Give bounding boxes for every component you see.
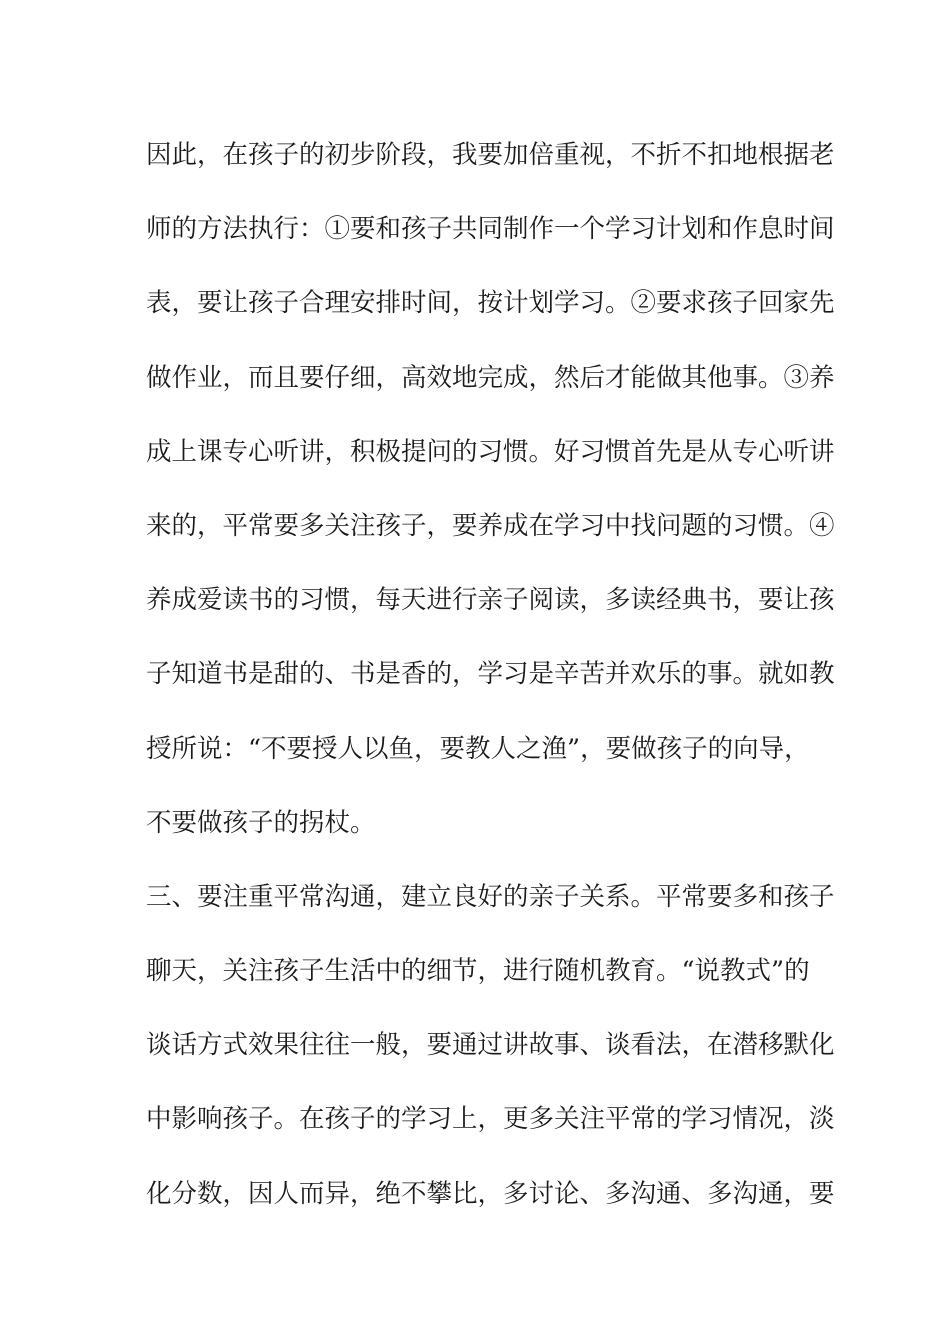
- text-line: 养成爱读书的习惯，每天进行亲子阅读，多读经典书，要让孩: [146, 585, 835, 616]
- text-line: 师的方法执行：①要和孩子共同制作一个学习计划和作息时间: [146, 214, 835, 245]
- text-line: 成上课专心听讲，积极提问的习惯。好习惯首先是从专心听讲: [146, 436, 835, 467]
- text-line: 化分数，因人而异，绝不攀比，多讨论、多沟通、多沟通，要: [146, 1178, 835, 1209]
- text-line: 谈话方式效果往往一般，要通过讲故事、谈看法，在潜移默化: [146, 1030, 835, 1061]
- text-line: 因此，在孩子的初步阶段，我要加倍重视，不折不扣地根据老: [146, 140, 835, 170]
- text-line: 表，要让孩子合理安排时间，按计划学习。②要求孩子回家先: [146, 288, 835, 319]
- text-line: 三、要注重平常沟通，建立良好的亲子关系。平常要多和孩子: [146, 881, 835, 912]
- text-line: 子知道书是甜的、书是香的，学习是辛苦并欢乐的事。就如教: [146, 659, 835, 690]
- text-line: 来的，平常要多关注孩子，要养成在学习中找问题的习惯。④: [146, 510, 835, 541]
- text-line: 不要做孩子的拐杖。: [146, 807, 376, 838]
- text-line: 做作业，而且要仔细，高效地完成，然后才能做其他事。③养: [146, 362, 835, 393]
- text-line: 授所说：“不要授人以鱼，要教人之渔”，要做孩子的向导，: [146, 733, 810, 764]
- text-line: 中影响孩子。在孩子的学习上，更多关注平常的学习情况，淡: [146, 1104, 835, 1135]
- body-text: [146, 130, 835, 1243]
- text-line: 聊天，关注孩子生活中的细节，进行随机教育。“说教式”的: [146, 956, 810, 987]
